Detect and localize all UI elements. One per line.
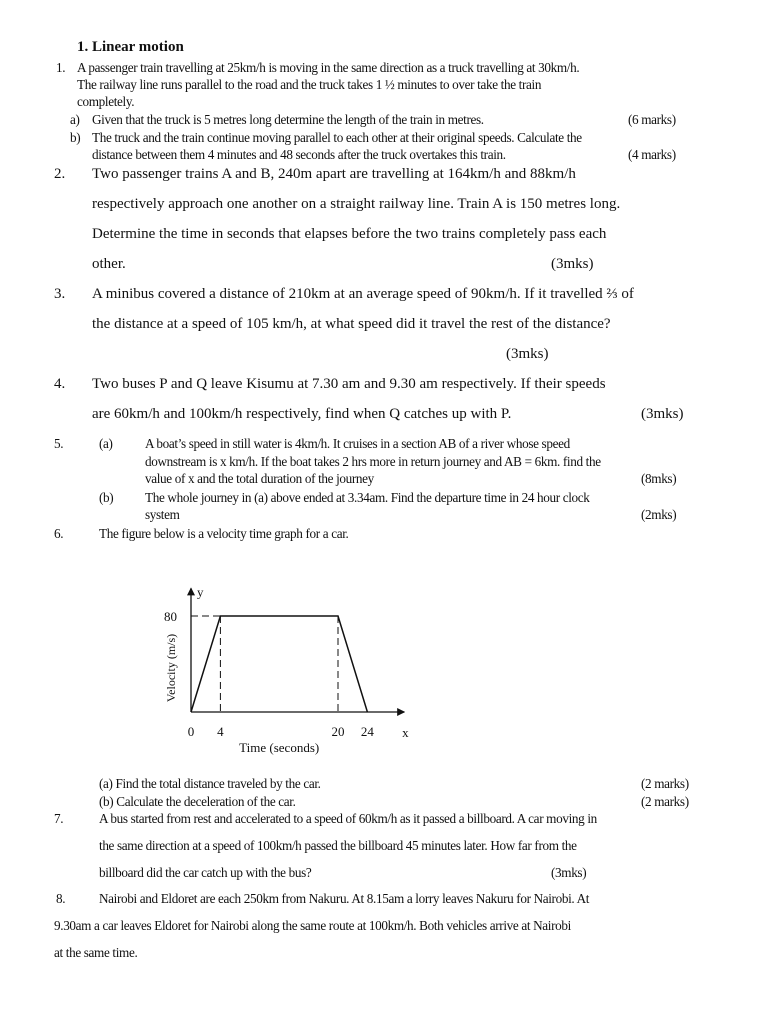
q7-marks: (3mks) <box>551 865 587 880</box>
q5a-label: (a) <box>99 436 113 451</box>
q8-number: 8. <box>56 891 66 906</box>
q4-marks: (3mks) <box>641 406 684 422</box>
q5b-line-1: The whole journey in (a) above ended at 3.34am. Find the departure time in 24 hour clock <box>145 490 590 505</box>
q4-line-2: are 60km/h and 100km/h respectively, find when Q catches up with P. <box>92 406 512 422</box>
q7-number: 7. <box>54 811 64 826</box>
x-tick-label: 4 <box>217 724 224 739</box>
q1a-text: Given that the truck is 5 metres long determine the length of the train in metres. <box>92 112 484 127</box>
q2-line-2: respectively approach one another on a straight railway line. Train A is 150 metres long. <box>92 196 621 212</box>
q5b-marks: (2mks) <box>641 507 677 522</box>
section-title: 1. Linear motion <box>77 39 184 55</box>
q3-number: 3. <box>54 286 66 302</box>
q5b-line-2: system <box>145 507 180 522</box>
q6-number: 6. <box>54 526 64 541</box>
q2-marks: (3mks) <box>551 256 594 272</box>
q5-number: 5. <box>54 436 64 451</box>
x-axis-letter: x <box>402 725 409 740</box>
q3-line-2: the distance at a speed of 105 km/h, at what speed did it travel the rest of the distance? <box>92 316 611 332</box>
q2-number: 2. <box>54 166 66 182</box>
q8-line-3: at the same time. <box>54 945 138 960</box>
x-tick-label: 24 <box>360 724 374 739</box>
q8-line-1: Nairobi and Eldoret are each 250km from Nakuru. At 8.15am a lorry leaves Nakuru for Nairobi. At <box>99 891 590 906</box>
q1-line-1: A passenger train travelling at 25km/h is moving in the same direction as a truck travelling at 30km/h. <box>77 60 580 75</box>
q1b-line-2: distance between them 4 minutes and 48 seconds after the truck overtakes this train. <box>92 147 506 162</box>
q7-line-1: A bus started from rest and accelerated to a speed of 60km/h as it passed a billboard. A car moving in <box>99 811 597 826</box>
q5a-marks: (8mks) <box>641 471 677 486</box>
q7-line-2: the same direction at a speed of 100km/h passed the billboard 45 minutes later. How far from the <box>99 838 577 853</box>
q2-line-4: other. <box>92 256 126 272</box>
y-axis-letter: y <box>197 584 204 600</box>
q2-line-1: Two passenger trains A and B, 240m apart are travelling at 164km/h and 88km/h <box>92 166 576 182</box>
q1b-label: b) <box>70 130 81 145</box>
q1a-label: a) <box>70 112 80 127</box>
q1b-line-1: The truck and the train continue moving parallel to each other at their original speeds. Calculate the <box>92 130 582 145</box>
q1-number: 1. <box>56 60 66 75</box>
q6-intro: The figure below is a velocity time graph for a car. <box>99 526 349 541</box>
q5a-line-1: A boat’s speed in still water is 4km/h. It cruises in a section AB of a river whose speed <box>145 436 570 451</box>
q1-line-2: The railway line runs parallel to the road and the truck takes 1 ½ minutes to over take the train <box>77 77 542 92</box>
x-tick-label: 0 <box>187 724 195 739</box>
q4-line-1: Two buses P and Q leave Kisumu at 7.30 am and 9.30 am respectively. If their speeds <box>92 376 606 392</box>
q1a-marks: (6 marks) <box>628 112 676 127</box>
q5a-line-2: downstream is x km/h. If the boat takes 2 hrs more in return journey and AB = 6km. find the <box>145 454 601 469</box>
y-axis-label: Velocity (m/s) <box>164 633 178 703</box>
q6b-marks: (2 marks) <box>641 794 689 809</box>
velocity-series-line <box>191 616 367 712</box>
q3-line-1: A minibus covered a distance of 210km at an average speed of 90km/h. If it travelled ⅔ of <box>92 286 634 302</box>
q6a-text: (a) Find the total distance traveled by the car. <box>99 776 321 791</box>
q6a-marks: (2 marks) <box>641 776 689 791</box>
q1b-marks: (4 marks) <box>628 147 676 162</box>
x-tick-label: 20 <box>331 724 345 739</box>
q1-line-3: completely. <box>77 94 135 109</box>
q5b-label: (b) <box>99 490 114 505</box>
q8-line-2: 9.30am a car leaves Eldoret for Nairobi along the same route at 100km/h. Both vehicles arrive at Nairobi <box>54 918 571 933</box>
q6b-text: (b) Calculate the deceleration of the car. <box>99 794 296 809</box>
q3-marks: (3mks) <box>506 346 549 362</box>
q5a-line-3: value of x and the total duration of the journey <box>145 471 374 486</box>
q4-number: 4. <box>54 376 66 392</box>
x-axis-label: Time (seconds) <box>239 740 320 755</box>
q7-line-3: billboard did the car catch up with the bus? <box>99 865 312 880</box>
y-tick-label: 80 <box>164 609 177 624</box>
q2-line-3: Determine the time in seconds that elapses before the two trains completely pass each <box>92 226 607 242</box>
velocity-time-graph <box>150 542 450 760</box>
